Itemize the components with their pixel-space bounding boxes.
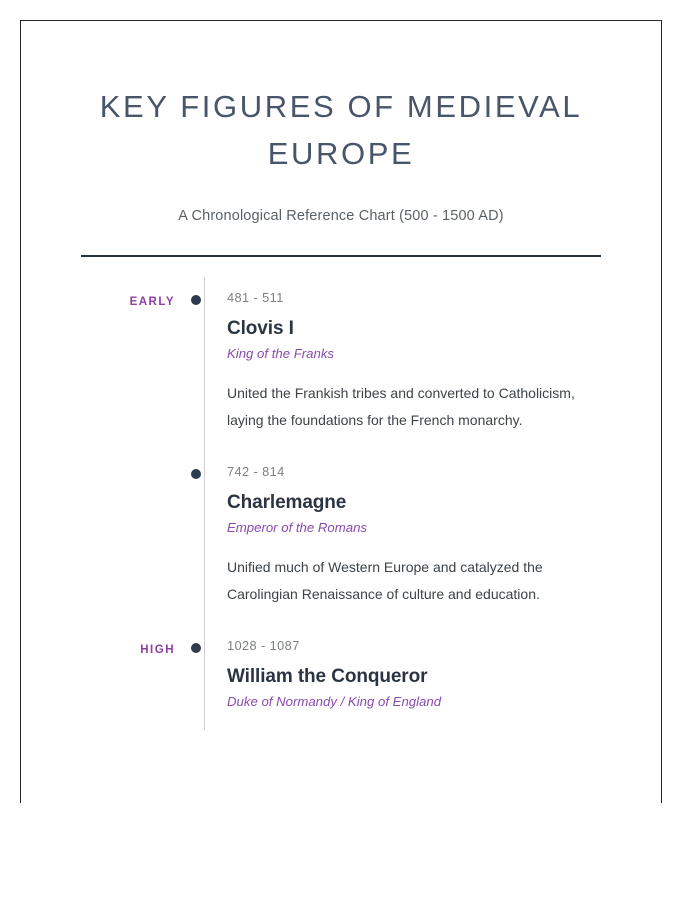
timeline-dot-icon — [191, 295, 201, 305]
entry-name: William the Conqueror — [227, 666, 428, 687]
era-label: EARLY — [129, 296, 175, 308]
entry-years: 1028 - 1087 — [227, 638, 300, 653]
document-page — [20, 20, 662, 803]
timeline-entry[interactable] — [21, 637, 661, 730]
era-column — [21, 463, 196, 466]
entry-years: 742 - 814 — [227, 464, 285, 479]
timeline-entry[interactable] — [21, 289, 661, 436]
document-header — [21, 21, 661, 257]
page-content — [21, 21, 661, 803]
era-column — [21, 289, 196, 310]
entry-name: Charlemagne — [227, 492, 347, 513]
entry-content — [197, 637, 661, 730]
timeline-dot-icon — [191, 643, 201, 653]
entry-years: 481 - 511 — [227, 290, 284, 305]
page-subtitle: A Chronological Reference Chart (500 - 1500 AD) — [178, 208, 504, 224]
era-column — [21, 637, 196, 658]
entry-name: Clovis I — [227, 318, 294, 339]
entry-description: United the Frankish tribes and converted to Catholicism, laying the foundations for the French monarchy. — [227, 385, 575, 428]
entry-description: Unified much of Western Europe and catalyzed the Carolingian Renaissance of culture and education. — [227, 559, 543, 602]
page-title: KEY FIGURES OF MEDIEVAL EUROPE — [99, 89, 583, 171]
entry-role: King of the Franks — [227, 346, 335, 361]
timeline-dot-icon — [191, 469, 201, 479]
entry-role: Emperor of the Romans — [227, 520, 367, 535]
entry-content — [197, 289, 661, 436]
entry-content — [197, 463, 661, 610]
era-label: HIGH — [140, 644, 175, 656]
timeline — [21, 257, 661, 730]
entry-role: Duke of Normandy / King of England — [227, 694, 442, 709]
timeline-entry[interactable] — [21, 463, 661, 610]
